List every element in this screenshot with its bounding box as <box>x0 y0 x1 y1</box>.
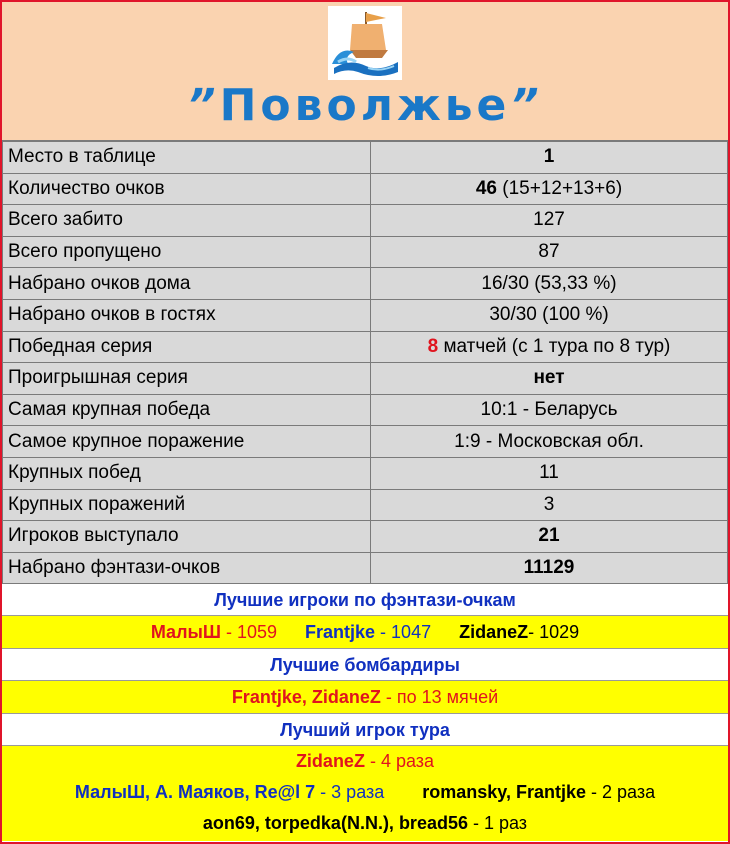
stats-table <box>2 141 728 584</box>
fantasy-score-3: - 1029 <box>528 622 580 643</box>
list-item <box>2 777 728 808</box>
table-row <box>3 236 728 268</box>
table-row <box>3 521 728 553</box>
stat-label: Крупных побед <box>3 457 371 489</box>
stat-label: Проигрышная серия <box>3 363 371 395</box>
table-row <box>3 426 728 458</box>
stat-label: Набрано очков дома <box>3 268 371 300</box>
list-item <box>2 746 728 777</box>
stat-label: Крупных поражений <box>3 489 371 521</box>
points-breakdown: (15+12+13+6) <box>496 177 623 199</box>
stat-value <box>371 173 728 205</box>
fantasy-player-1: МалыШ <box>150 622 221 643</box>
stat-label: Набрано очков в гостях <box>3 299 371 331</box>
table-row <box>3 205 728 237</box>
stat-label: Место в таблице <box>3 142 371 174</box>
table-row <box>3 552 728 584</box>
top-player-name: ZidaneZ <box>295 751 365 772</box>
stat-value: 10:1 - Беларусь <box>371 394 728 426</box>
stat-value: 16/30 (53,33 %) <box>371 268 728 300</box>
streak-detail: матчей (с 1 тура по 8 тур) <box>438 335 671 357</box>
stat-label: Игроков выступало <box>3 521 371 553</box>
stat-value: 1 <box>371 142 728 174</box>
fantasy-score-1: - 1059 <box>220 622 278 643</box>
group3-names: МалыШ, А. Маяков, Re@l 7 <box>74 782 316 803</box>
stat-value <box>371 331 728 363</box>
scorers-heading: Лучшие бомбардиры <box>2 649 728 681</box>
stat-value: 1:9 - Московская обл. <box>371 426 728 458</box>
player-of-round-list <box>2 746 728 841</box>
stat-value: 3 <box>371 489 728 521</box>
ship-logo-icon <box>328 6 402 80</box>
table-row <box>3 268 728 300</box>
stat-label: Победная серия <box>3 331 371 363</box>
top-player-count: - 4 раза <box>364 751 435 772</box>
fantasy-score-2: - 1047 <box>375 622 432 643</box>
group1-count: - 1 раз <box>467 813 528 834</box>
fantasy-heading: Лучшие игроки по фэнтази-очкам <box>2 584 728 616</box>
stat-label: Самое крупное поражение <box>3 426 371 458</box>
table-row <box>3 299 728 331</box>
list-item <box>2 808 728 839</box>
group2-count: - 2 раза <box>586 782 656 803</box>
group2-names: romansky, Frantjke <box>422 782 586 803</box>
fantasy-player-2: Frantjke <box>305 622 376 643</box>
stat-label: Набрано фэнтази-очков <box>3 552 371 584</box>
stat-value: 11129 <box>371 552 728 584</box>
table-row <box>3 142 728 174</box>
stat-value: 11 <box>371 457 728 489</box>
stat-label: Самая крупная победа <box>3 394 371 426</box>
scorers-list <box>2 681 728 714</box>
stat-value: 21 <box>371 521 728 553</box>
group1-names: aon69, torpedka(N.N.), bread56 <box>202 813 468 834</box>
stat-label: Всего пропущено <box>3 236 371 268</box>
team-name: Поволжье <box>219 80 511 131</box>
header <box>2 2 728 141</box>
team-title: ”Поволжье” <box>187 80 543 131</box>
scorer-goals: - по 13 мячей <box>380 687 499 708</box>
stat-label: Количество очков <box>3 173 371 205</box>
streak-count: 8 <box>427 335 439 357</box>
table-row <box>3 173 728 205</box>
player-of-round-heading: Лучший игрок тура <box>2 714 728 746</box>
fantasy-player-3: ZidaneZ <box>459 622 529 643</box>
stat-value: 87 <box>371 236 728 268</box>
stat-value: нет <box>371 363 728 395</box>
table-row <box>3 331 728 363</box>
stat-value: 127 <box>371 205 728 237</box>
table-row <box>3 457 728 489</box>
table-row <box>3 394 728 426</box>
stat-value: 30/30 (100 %) <box>371 299 728 331</box>
table-row <box>3 489 728 521</box>
points-total: 46 <box>475 177 497 199</box>
table-row <box>3 363 728 395</box>
scorer-names: Frantjke, ZidaneZ <box>231 687 381 708</box>
stat-label: Всего забито <box>3 205 371 237</box>
fantasy-leaders <box>2 616 728 649</box>
group3-count: - 3 раза <box>315 782 385 803</box>
